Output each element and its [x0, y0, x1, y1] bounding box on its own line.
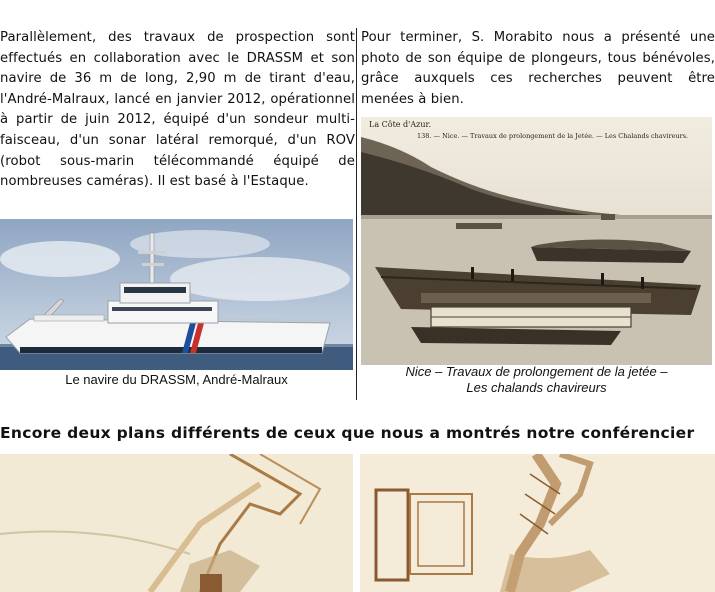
postcard-caption-line-1: Nice – Travaux de prolongement de la jetée – [405, 364, 668, 379]
section-heading: Encore deux plans différents de ceux que nous a montrés notre conférencier [0, 424, 695, 442]
left-paragraph: Parallèlement, des travaux de prospection sont effectués en collaboration avec le DRASSM et son navire de 36 m de long, 2,90 m de tirant d'eau, l'André-Malraux, lancé en janvier 2012, opérationnel à partir de juin 2012, équipé d'un sondeur multi-faisceau, d'un sonar latéral remorqué, d'un ROV (robot sous-marin télécommandé équipé de nombreuses caméras). Il est basé à l'Estaque. [0, 30, 355, 190]
postcard-caption-line-2: Les chalands chavireurs [466, 380, 607, 395]
left-column [0, 28, 355, 193]
plan-drawing-right [360, 454, 715, 592]
ship-caption: Le navire du DRASSM, André-Malraux [65, 372, 288, 387]
plan-image-right [360, 454, 715, 592]
right-paragraph: Pour terminer, S. Morabito nous a présenté une photo de son équipe de plongeurs, tous bénévoles, grâce auxquels ces recherches peuvent être menées à bien. [361, 30, 715, 107]
plan-image-left [0, 454, 353, 592]
postcard-illustration [361, 117, 712, 365]
postcard-header: La Côte d'Azur. [369, 120, 432, 129]
column-divider [356, 28, 357, 400]
plan-drawing-left [0, 454, 353, 592]
right-column [361, 28, 715, 110]
postcard-caption [361, 364, 712, 396]
postcard-title: 138. — Nice. — Travaux de prolongement de la Jetée. — Les Chalands chavireurs. [417, 132, 689, 140]
ship-photo [0, 219, 353, 370]
postcard-photo [361, 117, 712, 365]
ship-illustration [0, 219, 353, 370]
